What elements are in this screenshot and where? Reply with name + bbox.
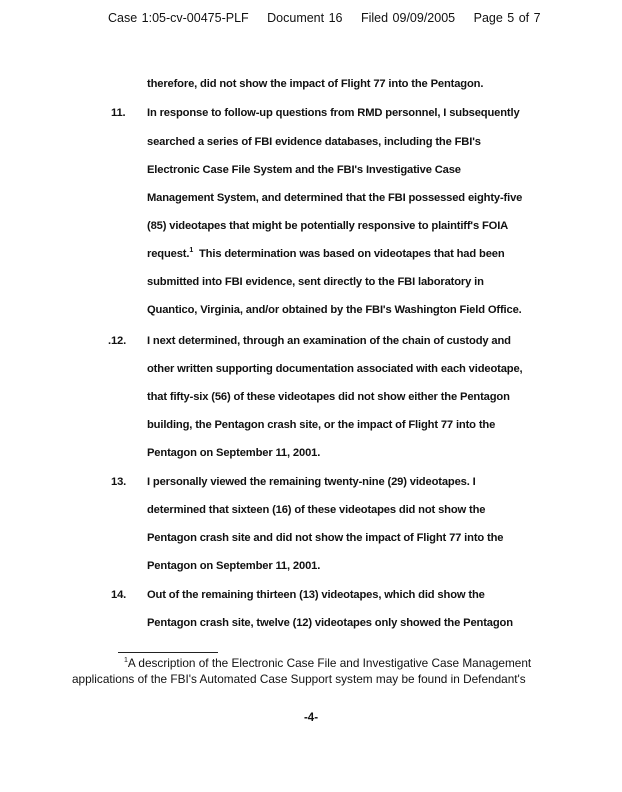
page-indicator: Page 5 of 7 — [473, 11, 541, 25]
body-line: Pentagon on September 11, 2001. — [147, 447, 321, 459]
footnote-line — [124, 656, 531, 670]
body-line: (85) videotapes that might be potentially responsive to plaintiff's FOIA — [147, 220, 509, 232]
footnote-line: applications of the FBI's Automated Case Support system may be found in Defendant's — [72, 672, 526, 686]
body-line: determined that sixteen (16) of these videotapes did not show the — [147, 504, 486, 516]
page-number: -4- — [303, 712, 319, 724]
filed-date: Filed 09/09/2005 — [360, 11, 456, 25]
body-line: Management System, and determined that the FBI possessed eighty-five — [147, 192, 523, 204]
body-line: Quantico, Virginia, and/or obtained by the FBI's Washington Field Office. — [147, 304, 522, 316]
body-line: other written supporting documentation associated with each videotape, — [147, 363, 523, 375]
body-line: Out of the remaining thirteen (13) videotapes, which did show the — [147, 589, 485, 601]
footnote-marker: 1 — [124, 657, 128, 664]
body-line-rest: This determination was based on videotapes that had been — [193, 248, 505, 260]
body-line: that fifty-six (56) of these videotapes did not show either the Pentagon — [147, 391, 510, 403]
paragraph-number: 11. — [111, 107, 126, 119]
body-line: therefore, did not show the impact of Flight 77 into the Pentagon. — [147, 78, 484, 90]
paragraph-number: 13. — [111, 476, 127, 488]
body-line: I personally viewed the remaining twenty-nine (29) videotapes. I — [147, 476, 476, 488]
body-line: Pentagon on September 11, 2001. — [147, 560, 321, 572]
paragraph-number: .12. — [108, 335, 127, 347]
body-line — [147, 248, 505, 260]
body-line: I next determined, through an examination of the chain of custody and — [147, 335, 511, 347]
body-line: Pentagon crash site, twelve (12) videotapes only showed the Pentagon — [147, 617, 513, 629]
case-number: Case 1:05-cv-00475-PLF — [108, 11, 249, 25]
body-line: building, the Pentagon crash site, or the impact of Flight 77 into the — [147, 419, 496, 431]
body-line-start: request. — [147, 248, 190, 260]
body-line: In response to follow-up questions from RMD personnel, I subsequently — [147, 107, 520, 119]
page-header — [108, 11, 541, 25]
body-line: searched a series of FBI evidence databases, including the FBI's — [147, 136, 481, 148]
body-line: Electronic Case File System and the FBI's Investigative Case — [147, 164, 461, 176]
body-line: submitted into FBI evidence, sent directly to the FBI laboratory in — [147, 276, 484, 288]
document-number: Document 16 — [267, 11, 343, 25]
footnote-divider — [118, 652, 218, 653]
footnote-reference: 1 — [189, 247, 194, 254]
paragraph-number: 14. — [111, 589, 127, 601]
body-line: Pentagon crash site and did not show the impact of Flight 77 into the — [147, 532, 504, 544]
footnote-text: A description of the Electronic Case File and Investigative Case Management — [127, 656, 532, 670]
